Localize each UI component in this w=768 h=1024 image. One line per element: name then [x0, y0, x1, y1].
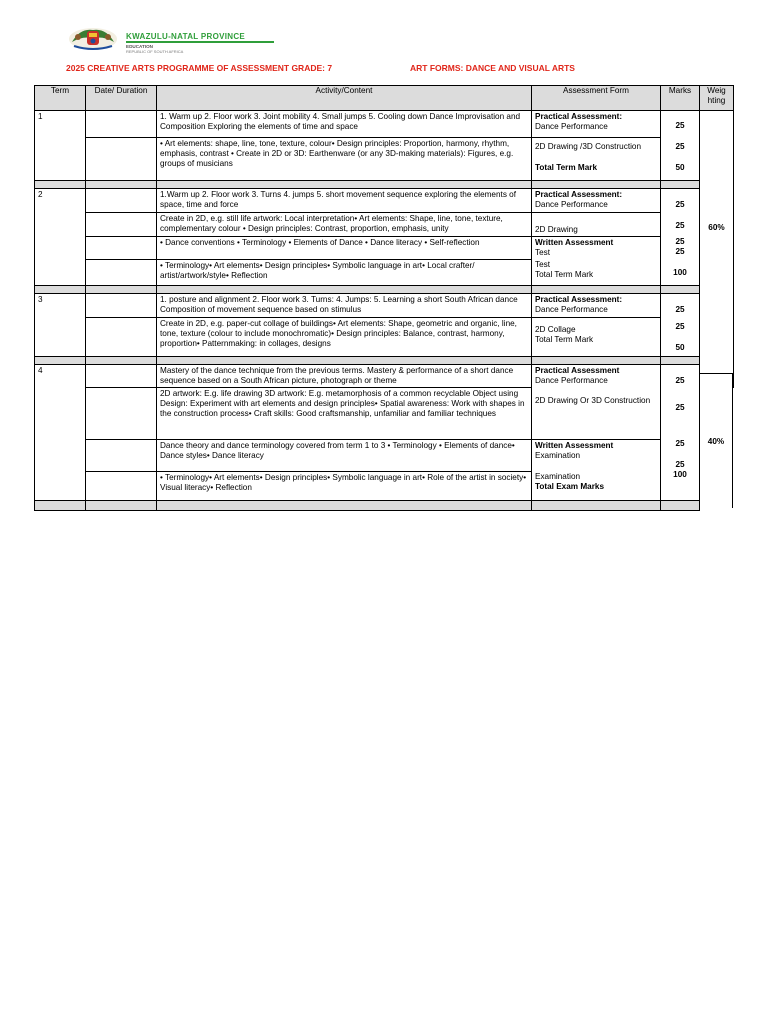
table-row	[35, 293, 734, 317]
assessment-form: Examination	[535, 450, 581, 460]
total-label: Total Term Mark	[535, 334, 594, 344]
column-header-marks: Marks	[661, 86, 700, 111]
activity-cell: • Terminology• Art elements• Design principles• Symbolic language in art• Role of the artist in society• Visual literacy• Reflection	[157, 471, 532, 500]
activity-cell: Create in 2D, e.g. paper-cut collage of buildings• Art elements: Shape, geometric and organic, line, tone, texture (colour to include monochromatic)• Design principles: Balance, contrast, harmony, proportion• Patternmaking: in collages, designs	[157, 317, 532, 356]
column-header-weighting: Weig hting	[700, 86, 734, 111]
weighting-cell	[700, 111, 734, 388]
activity-cell: • Dance conventions • Terminology • Elements of Dance • Dance literacy • Self-reflection	[157, 237, 532, 260]
date-cell	[86, 213, 157, 237]
term-cell: 3	[35, 293, 86, 356]
table-row	[35, 317, 734, 356]
activity-cell: • Terminology• Art elements• Design principles• Symbolic language in art• Local crafter/ artist/artwork/style• Reflection	[157, 259, 532, 285]
activity-cell: • Art elements: shape, line, tone, texture, colour• Design principles: Proportion, harmony, rhythm, emphasis, contrast • Create in 2D or 3D: Earthenware (or any 3D-making materials): Figures, e.g. groups of musicians	[157, 138, 532, 181]
logo-province-text: KWAZULU-NATAL PROVINCE	[126, 32, 246, 41]
department-logo	[66, 24, 276, 54]
assessment-heading: Practical Assessment:	[535, 190, 623, 199]
date-cell	[86, 317, 157, 356]
activity-cell: Create in 2D, e.g. still life artwork: Local interpretation• Art elements: Shape, line, tone, texture, complementary colour • Design principles: Contrast, proportion, emphasis, unity	[157, 213, 532, 237]
assessment-form: Dance Performance	[535, 122, 608, 131]
assessment-cell	[532, 138, 661, 181]
assessment-heading: Written Assessment	[535, 440, 614, 450]
marks-value: 25	[675, 304, 685, 314]
table-header-row	[35, 86, 734, 111]
assessment-cell	[532, 237, 661, 260]
total-label: Total Term Mark	[535, 163, 598, 172]
separator-row	[35, 356, 734, 364]
date-cell	[86, 471, 157, 500]
date-cell	[86, 364, 157, 387]
assessment-form: 2D Drawing	[535, 225, 578, 234]
assessment-form: Dance Performance	[535, 375, 608, 385]
activity-cell: 1. posture and alignment 2. Floor work 3. Turns: 4. Jumps: 5. Learning a short South African dance Composition of movement sequence based on stimulus	[157, 293, 532, 317]
marks-value: 25	[675, 375, 685, 385]
marks-cell	[661, 189, 700, 286]
table-row	[35, 439, 734, 471]
marks-cell	[661, 364, 700, 500]
marks-value: 25	[675, 459, 685, 469]
assessment-form: Examination	[535, 472, 581, 481]
total-label: Total Term Mark	[535, 270, 594, 279]
assessment-form: 2D Collage	[535, 324, 576, 334]
activity-cell: Mastery of the dance technique from the previous terms. Mastery & performance of a short dance sequence based on a South African picture, photograph or theme	[157, 364, 532, 387]
art-forms-heading: ART FORMS: DANCE AND VISUAL ARTS	[410, 63, 575, 73]
assessment-cell	[532, 259, 661, 285]
marks-value: 25	[675, 438, 685, 448]
separator-row	[35, 500, 734, 510]
assessment-form: Test	[535, 248, 551, 257]
assessment-cell	[532, 317, 661, 356]
assessment-form: Test	[535, 260, 551, 269]
assessment-heading: Practical Assessment:	[535, 294, 623, 304]
date-cell	[86, 387, 157, 439]
assessment-form: Dance Performance	[535, 304, 608, 314]
total-value: 50	[675, 162, 685, 172]
assessment-form: Dance Performance	[535, 200, 608, 209]
separator-row	[35, 181, 734, 189]
table-row	[35, 111, 734, 138]
total-label: Total Exam Marks	[535, 482, 605, 491]
table-row	[35, 259, 734, 285]
term-cell: 1	[35, 111, 86, 181]
weighting-value: 40%	[707, 436, 725, 446]
total-value: 50	[675, 342, 685, 352]
assessment-heading: Practical Assessment	[535, 365, 620, 375]
assessment-cell	[532, 213, 661, 237]
term-cell: 2	[35, 189, 86, 286]
table-row	[35, 213, 734, 237]
logo-divider	[126, 41, 274, 43]
activity-cell: Dance theory and dance terminology covered from term 1 to 3 • Terminology • Elements of dance• Dance styles• Dance literacy	[157, 439, 532, 471]
marks-cell	[661, 111, 700, 138]
logo-department-text: EDUCATION	[126, 44, 153, 49]
date-cell	[86, 237, 157, 260]
total-value: 100	[673, 469, 687, 479]
logo-country-text: REPUBLIC OF SOUTH AFRICA	[126, 49, 184, 54]
assessment-cell	[532, 471, 661, 500]
date-cell	[86, 111, 157, 138]
assessment-heading: Written Assessment	[535, 238, 614, 247]
marks-value: 25	[675, 237, 685, 246]
date-cell	[86, 439, 157, 471]
marks-value: 25	[675, 221, 685, 230]
assessment-cell	[532, 364, 661, 387]
date-cell	[86, 259, 157, 285]
assessment-heading: Practical Assessment:	[535, 112, 623, 121]
column-header-activity: Activity/Content	[157, 86, 532, 111]
document-title: 2025 CREATIVE ARTS PROGRAMME OF ASSESSMENT GRADE: 7	[66, 63, 333, 73]
marks-value: 25	[675, 321, 685, 331]
date-cell	[86, 138, 157, 181]
activity-cell: 1. Warm up 2. Floor work 3. Joint mobility 4. Small jumps 5. Cooling down Dance Improvisation and Composition Exploring the elements of time and space	[157, 111, 532, 138]
activity-cell: 1.Warm up 2. Floor work 3. Turns 4. jumps 5. short movement sequence exploring the elements of space, time and force	[157, 189, 532, 213]
activity-cell: 2D artwork: E.g. life drawing 3D artwork: E.g. metamorphosis of a common recyclable Object using Design: Experiment with art elements and design principles• Spatial awareness: Work with shapes in the construction process• Craft skills: Good craftsmanship, unfamiliar and familiar techniques	[157, 387, 532, 439]
assessment-form: 2D Drawing Or 3D Construction	[535, 396, 651, 405]
table-row	[35, 364, 734, 387]
table-row	[35, 471, 734, 500]
table-row	[35, 387, 734, 439]
assessment-form: 2D Drawing /3D Construction	[535, 142, 642, 151]
marks-value: 25	[675, 200, 685, 209]
term-cell: 4	[35, 364, 86, 500]
date-cell	[86, 293, 157, 317]
assessment-cell	[532, 387, 661, 439]
table-row	[35, 138, 734, 181]
table-row	[35, 189, 734, 213]
separator-row	[35, 285, 734, 293]
date-cell	[86, 189, 157, 213]
assessment-cell	[532, 189, 661, 213]
assessment-cell	[532, 111, 661, 138]
column-header-term: Term	[35, 86, 86, 111]
coat-of-arms-icon	[66, 24, 120, 52]
assessment-cell	[532, 293, 661, 317]
total-value: 100	[673, 268, 687, 277]
column-header-assessment: Assessment Form	[532, 86, 661, 111]
weighting-term4	[699, 373, 733, 508]
table-row	[35, 237, 734, 260]
column-header-date: Date/ Duration	[86, 86, 157, 111]
marks-cell	[661, 138, 700, 181]
marks-value: 25	[675, 141, 685, 151]
marks-value: 25	[675, 402, 685, 412]
marks-value: 25	[675, 121, 685, 130]
assessment-table	[34, 85, 734, 511]
assessment-cell	[532, 439, 661, 471]
marks-cell	[661, 293, 700, 356]
weighting-value: 60%	[708, 223, 725, 232]
marks-value: 25	[675, 247, 685, 256]
